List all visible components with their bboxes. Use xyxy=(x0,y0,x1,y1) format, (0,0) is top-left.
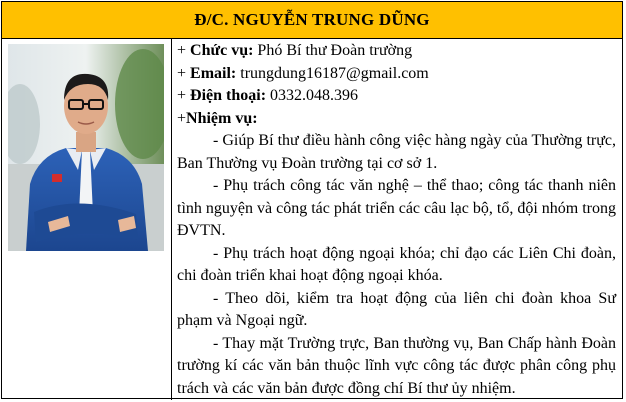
email-label: Email: xyxy=(190,64,237,82)
profile-card xyxy=(1,1,623,399)
email-value: trungdung16187@gmail.com xyxy=(240,64,429,82)
duties-label: Nhiệm vụ: xyxy=(186,109,258,127)
phone-row: + Điện thoại: 0332.048.396 xyxy=(177,87,359,104)
phone-value: 0332.048.396 xyxy=(270,87,359,104)
duty-item: - Thay mặt Trường trực, Ban thường vụ, Ban Chấp hành Đoàn trường kí các văn bản thuộc lĩnh vực công tác được phân công phụ trách và các văn bản được đồng chí Bí thư ủy nhiệm. xyxy=(177,334,616,397)
email-row: + Email: trungdung16187@gmail.com xyxy=(177,64,429,82)
profile-title: Đ/C. NGUYỄN TRUNG DŨNG xyxy=(2,2,622,39)
position-label: Chức vụ: xyxy=(190,42,254,59)
phone-label: Điện thoại: xyxy=(190,87,267,104)
position-value: Phó Bí thư Đoàn trường xyxy=(257,42,413,59)
profile-body xyxy=(2,39,622,400)
duty-item: - Theo dõi, kiểm tra hoạt động của liên chi đoàn khoa Sư phạm và Ngoại ngữ. xyxy=(177,289,616,329)
photo-cell xyxy=(2,39,172,400)
duty-item: - Phụ trách hoạt động ngoại khóa; chỉ đạo các Liên Chi đoàn, chi đoàn triển khai hoạt động ngoại khóa. xyxy=(177,244,616,284)
duty-item: - Giúp Bí thư điều hành công việc hàng ngày của Thường trực, Ban Thường vụ Đoàn trường tại cơ sở 1. xyxy=(177,132,616,172)
position-row: + Chức vụ: Phó Bí thư Đoàn trường xyxy=(177,42,413,59)
duty-list xyxy=(177,130,616,400)
duty-item: - Phụ trách công tác văn nghệ – thể thao; công tác thanh niên tình nguyện và công tác phát triển các câu lạc bộ, tổ, đội nhóm trong ĐVTN. xyxy=(177,177,616,239)
portrait-photo xyxy=(8,44,164,251)
duties-row: +Nhiệm vụ: xyxy=(177,109,258,127)
profile-info xyxy=(172,39,622,400)
